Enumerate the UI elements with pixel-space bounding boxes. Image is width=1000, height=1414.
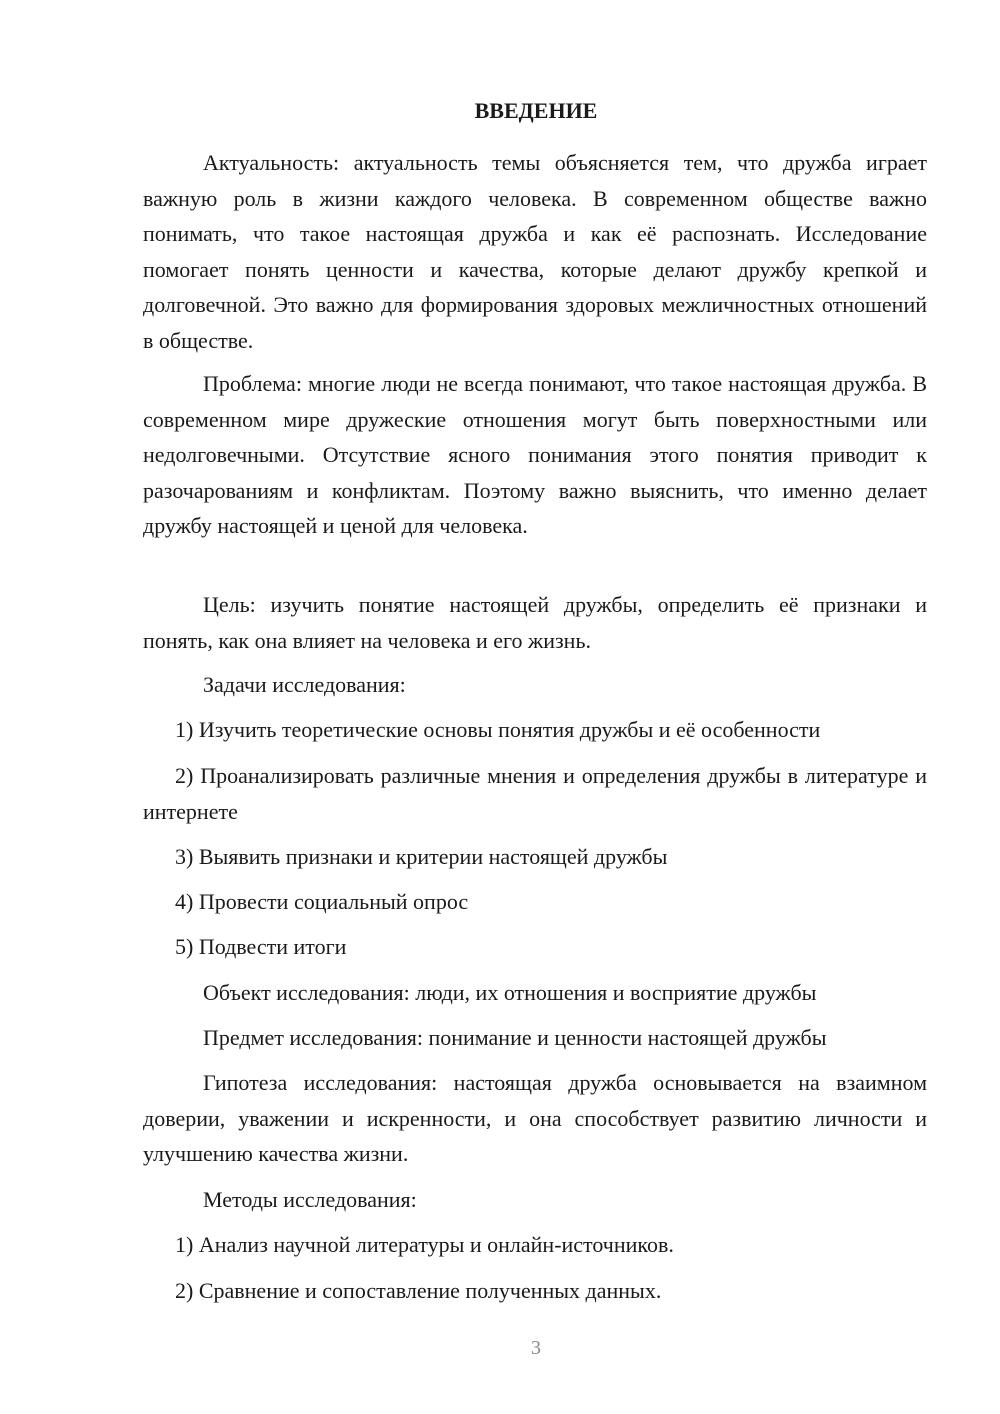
object-line: Объект исследования: люди, их отношения и восприятие дружбы [203, 980, 817, 1005]
subject-line: Предмет исследования: понимание и ценности настоящей дружбы [203, 1025, 827, 1050]
goal-paragraph: Цель: изучить понятие настоящей дружбы, определить её признаки и понять, как она влияет на человека и его жизнь. [143, 592, 927, 653]
hypothesis-paragraph: Гипотеза исследования: настоящая дружба основывается на взаимном доверии, уважении и искренности, и она способствует развитию личности и улучшению качества жизни. [143, 1070, 927, 1166]
page-title: ВВЕДЕНИЕ [474, 98, 598, 123]
task-item: 5) Подвести итоги [175, 934, 347, 959]
problem-paragraph: Проблема: многие люди не всегда понимают, что такое настоящая дружба. В современном мире дружеские отношения могут быть поверхностными или недолговечными. Отсутствие ясного понимания этого понятия приводит к разочарованиям и конфликтам. Поэтому важно выяснить, что именно делает дружбу настоящей и ценой для человека. [143, 371, 927, 538]
methods-heading: Методы исследования: [203, 1187, 417, 1212]
method-item: 1) Анализ научной литературы и онлайн-источников. [175, 1232, 674, 1257]
task-item: 1) Изучить теоретические основы понятия дружбы и её особенности [175, 717, 821, 742]
task-item: 2) Проанализировать различные мнения и определения дружбы в литературе и интернете [143, 763, 927, 824]
tasks-heading: Задачи исследования: [203, 672, 406, 697]
relevance-paragraph: Актуальность: актуальность темы объясняется тем, что дружба играет важную роль в жизни каждого человека. В современном обществе важно понимать, что такое настоящая дружба и как её распознать. Исследование помогает понять ценности и качества, которые делают дружбу крепкой и долговечной. Это важно для формирования здоровых межличностных отношений в обществе. [143, 150, 927, 353]
page-number: 3 [531, 1337, 541, 1359]
method-item: 2) Сравнение и сопоставление полученных данных. [175, 1278, 662, 1303]
task-item: 4) Провести социальный опрос [175, 889, 469, 914]
task-item: 3) Выявить признаки и критерии настоящей дружбы [175, 844, 668, 869]
